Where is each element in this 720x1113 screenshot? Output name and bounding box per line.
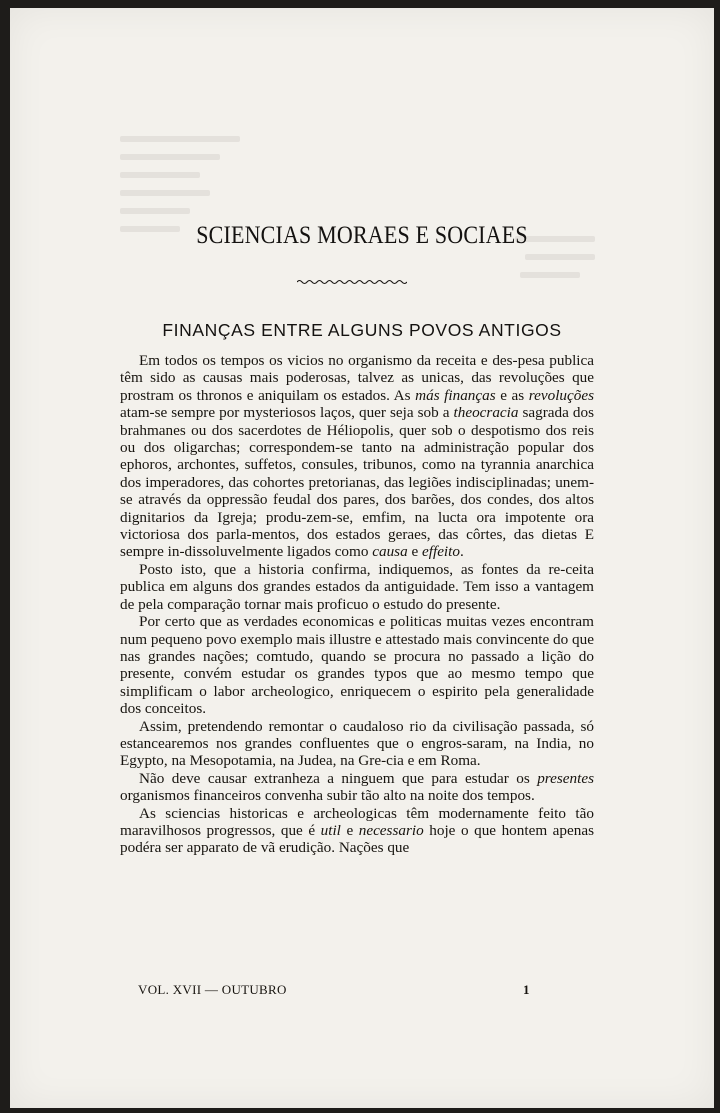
text-run: hoje o que hontem apenas podéra ser apparato de vã erudição. Nações que — [120, 821, 594, 857]
body-paragraph — [120, 561, 594, 613]
text-run: e as — [495, 386, 529, 404]
text-run: Por certo que as verdades economicas e politicas muitas vezes encontram num pequeno povo exemplo mais illustre e attestado mais convincente do que nas grandes nações; comtudo, quando se procura no passado a lição do presente, convém estudar os grandes typos que ao mesmo tempo que simplificam o labor archeologico, enriquecem o espirito pela generalidade dos conceitos. — [120, 613, 594, 718]
body-paragraph — [120, 718, 594, 770]
text-run: sagrada dos brahmanes ou dos sacerdotes de Héliopolis, quer sob o despotismo dos reis ou dos oligarchas; correspondem-se tanto na administração popular dos ephoros, archontes, suffetos, consules, tribunos, como na tyrannia anarchica dos imperadores, das cohortes pretorianas, das legiões indisciplinadas; unem-se através da oppressão feudal dos pares, dos barões, dos condes, dos altos dignitarios da Igreja; produ-zem-se, emfim, na lucta ora impotente ora victoriosa dos parla-mentos, dos estados geraes, das côrtes, das dietas E sempre in-dissoluvelmente ligados como — [120, 404, 595, 561]
volume-label: VOL. XVII — OUTUBRO — [138, 982, 287, 997]
document-page — [10, 8, 714, 1108]
text-run: organismos financeiros convenha subir tão alto na noite dos tempos. — [120, 787, 535, 805]
body-paragraph — [120, 352, 594, 561]
text-run: e — [407, 543, 423, 561]
body-paragraph — [120, 770, 594, 805]
article-body — [120, 352, 594, 857]
text-run: atam-se sempre por mysteriosos laços, quer seja sob a — [120, 404, 454, 422]
page-number: 1 — [523, 982, 530, 997]
text-run: Posto isto, que a historia confirma, indiquemos, as fontes da re-ceita publica em alguns dos grandes estados da antiguidade. Tem isso a vantagem de pela comparação tornar mais proficuo o estudo do presente. — [120, 560, 594, 613]
text-run: Em todos os tempos os vicios no organismo da receita e des-pesa publica têm sido as causas mais poderosas, talvez as unicas, das revoluções que prostram os thronos e aniquilam os estados. As — [120, 352, 594, 404]
italic-phrase: más finanças — [415, 386, 496, 404]
ornamental-rule — [297, 278, 407, 286]
article-title: FINANÇAS ENTRE ALGUNS POVOS ANTIGOS — [162, 320, 562, 340]
text-run: . — [459, 543, 464, 561]
italic-phrase: util — [320, 821, 341, 839]
body-paragraph — [120, 805, 594, 857]
italic-phrase: presentes — [537, 769, 594, 787]
italic-phrase: revoluções — [528, 386, 594, 404]
text-run: e — [340, 821, 359, 839]
section-title: SCIENCIAS MORAES E SOCIAES — [196, 222, 528, 249]
italic-phrase: effeito — [422, 543, 460, 561]
text-run: Não deve causar extranheza a ninguem que para estudar os — [139, 769, 538, 787]
body-paragraph — [120, 613, 594, 717]
text-run: As sciencias historicas e archeologicas têm modernamente feito tão maravilhosos progressos, que é — [120, 804, 594, 839]
italic-phrase: theocracia — [453, 404, 519, 422]
italic-phrase: causa — [372, 543, 408, 561]
text-run: Assim, pretendendo remontar o caudaloso rio da civilisação passada, só estancearemos nos grandes confluentes que o engros-saram, na India, no Egypto, na Mesopotamia, na Judea, na Gre-cia e em Roma. — [120, 717, 594, 770]
italic-phrase: necessario — [358, 821, 424, 839]
